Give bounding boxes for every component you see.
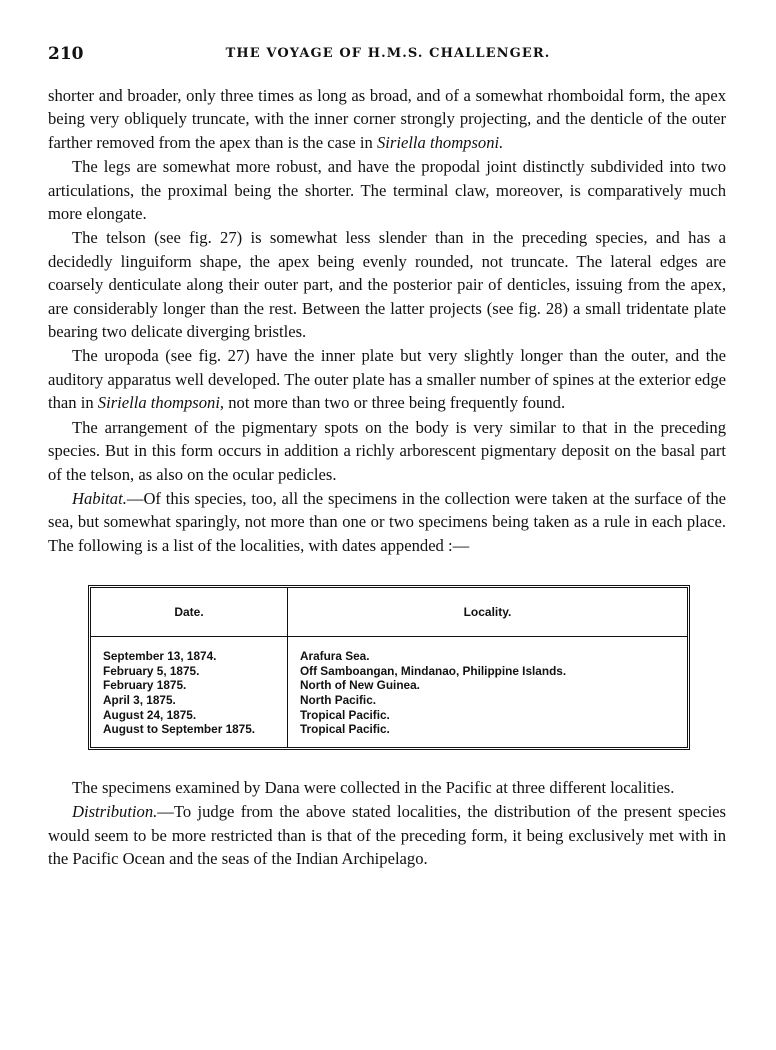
table-cell-date: February 5, 1875.	[103, 663, 200, 678]
table-cell-locality: Tropical Pacific.	[300, 707, 390, 722]
distribution-text: —To judge from the above stated localities, the distribution of the present species would seem to be more restricted than is that of the preceding form, it being exclusively met with in the Pacific Ocean and the seas of the Indian Archipelago.	[48, 802, 726, 868]
table-cell-date: February 1875.	[103, 678, 187, 693]
species-name: Siriella thompsoni,	[97, 393, 225, 413]
table-cell-date: August to September 1875.	[103, 722, 256, 737]
paragraph-5: The arrangement of the pigmentary spots on the body is very similar to that in the preceding species. But in this form occurs in addition a richly arborescent pigmentary deposit on the basal part of the telson, as also on the ocular pedicles.	[48, 417, 726, 484]
paragraph-3: The telson (see fig. 27) is somewhat less slender than in the preceding species, and has a decidedly linguiform shape, the apex being evenly rounded, not truncate. The lateral edges are coarsely denticulate along their outer part, and the posterior pair of denticles, issuing from the apex, are considerably longer than the rest. Between the latter projects (see fig. 28) a small tridentate plate bearing two delicate diverging bristles.	[48, 228, 726, 342]
paragraph-4-text-a: The uropoda (see fig. 27) have the inner plate but very slightly longer than the outer, and the auditory apparatus well developed. The outer plate has a smaller number of spines at the exterior edge than in	[48, 346, 726, 413]
species-name: Siriella thompsoni.	[376, 132, 504, 152]
paragraph-habitat	[48, 487, 726, 557]
table-cell-locality: North Pacific.	[300, 692, 377, 707]
paragraph-distribution	[48, 800, 726, 870]
date-column-header: Date.	[91, 588, 287, 637]
table-cell-date: August 24, 1875.	[103, 707, 197, 722]
paragraph-4	[48, 344, 726, 414]
table-cell-date: September 13, 1874.	[103, 649, 217, 664]
table-cell-locality: North of New Guinea.	[300, 678, 420, 693]
table-cell-locality: Tropical Pacific.	[300, 722, 390, 737]
paragraph-1-text: shorter and broader, only three times as long as broad, and of a somewhat rhomboidal form, the apex being very obliquely truncate, with the inner corner strongly projecting, and the denticle of the outer farther removed from the apex than is the case in	[48, 86, 726, 152]
localities-table	[88, 585, 690, 750]
running-title: THE VOYAGE OF H.M.S. CHALLENGER.	[225, 46, 551, 61]
distribution-heading: Distribution.	[72, 802, 158, 822]
date-column	[91, 588, 288, 747]
body-text	[48, 84, 726, 870]
locality-column	[288, 588, 687, 747]
paragraph-4-text-b: not more than two or three being frequently found.	[224, 393, 566, 413]
locality-column-header: Locality.	[288, 588, 687, 637]
table-cell-locality: Arafura Sea.	[300, 649, 370, 664]
page-header	[48, 44, 728, 64]
paragraph-2: The legs are somewhat more robust, and have the propodal joint distinctly subdivided into two articulations, the proximal being the shorter. The terminal claw, moreover, is comparatively much more elongate.	[48, 157, 726, 224]
paragraph-7: The specimens examined by Dana were collected in the Pacific at three different localities.	[72, 777, 675, 797]
table-cell-locality: Off Samboangan, Mindanao, Philippine Islands.	[300, 663, 567, 678]
paragraph-1	[48, 84, 726, 154]
table-cell-date: April 3, 1875.	[103, 692, 176, 707]
page-number: 210	[48, 44, 84, 64]
habitat-text: —Of this species, too, all the specimens in the collection were taken at the surface of the sea, but somewhat sparingly, not more than one or two specimens being taken as a rule in each place. The following is a list of the localities, with dates appended :—	[48, 488, 726, 555]
habitat-heading: Habitat.	[72, 488, 127, 508]
